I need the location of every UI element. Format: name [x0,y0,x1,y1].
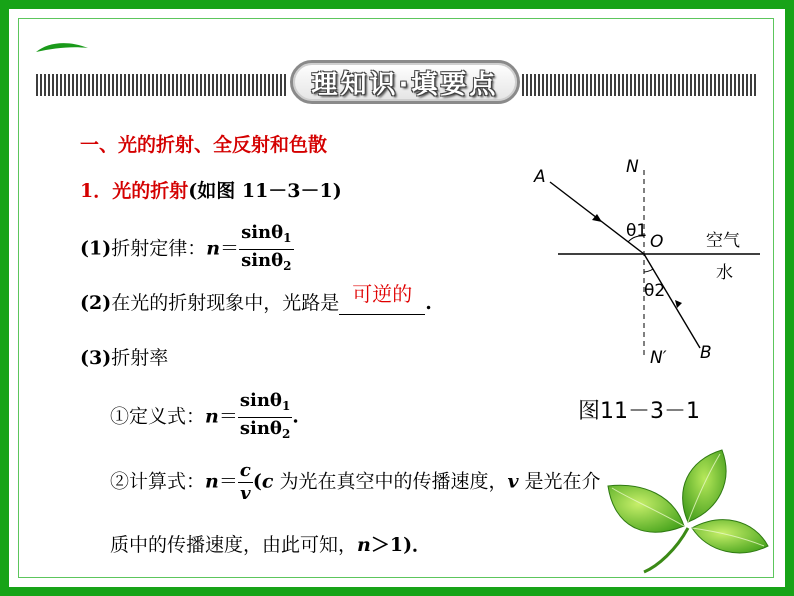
section-heading: 一、光的折射、全反射和色散 [80,134,328,156]
leaves-illustration [604,446,772,576]
label-b: B [700,343,712,363]
calculation-label: ②计算式： [110,470,206,493]
label-n-prime: N′ [650,348,667,368]
header-stripe-left [36,74,288,96]
calculation-text-a: 为光在真空中的传播速度， [273,470,508,493]
figure-caption: 图11－3－1 [578,399,700,424]
section-banner [290,60,520,104]
law-prefix: (1) [80,237,112,260]
leaf-stem [644,528,688,572]
index-label: 折射率 [111,347,169,369]
calculation-denominator: v [240,483,251,504]
calculation-text-c: 质中的传播速度，由此可知， [110,534,358,556]
law-numerator: sinθ$_1$ [239,222,293,250]
definition-numerator: sinθ$_1$ [238,390,292,418]
definition-label: ①定义式： [110,405,206,428]
calculation-end: ＞1)． [370,534,432,556]
label-a: A [534,167,546,187]
item-1-title: 光的折射 [112,180,189,202]
reversibility-prefix: (2) [80,292,112,314]
calculation-var: n [205,470,219,493]
reversibility-answer: 可逆的 [352,282,413,306]
label-o: O [650,232,664,252]
definition-denominator: sinθ$_2$ [239,418,291,441]
calculation-v-var: v [507,470,519,493]
banner-title: 理知识·填要点 [311,69,499,100]
reversibility-end: . [425,292,432,314]
law-eq: ＝ [220,237,240,260]
index-prefix: (3) [80,347,112,369]
refraction-law [80,222,294,277]
definition-formula [110,390,299,445]
reversibility-blank [339,282,425,315]
calculation-formula [110,460,601,505]
medium-top-label: 空气 [706,231,740,251]
law-denominator: sinθ$_2$ [241,250,292,273]
header-stripe-right [522,74,758,96]
definition-eq: ＝ [218,405,238,428]
reversibility-text: 在光的折射现象中，光路是 [111,292,340,314]
calculation-fraction [238,460,253,505]
item-1-number: 1． [80,180,113,202]
item-1-figure-ref: (如图 11－3－1) [188,180,342,202]
leaf-right [692,520,768,553]
law-label: 折射定律： [111,237,207,260]
calculation-line-2 [110,530,431,557]
label-n: N [626,157,639,177]
calculation-eq: ＝ [218,470,238,493]
law-fraction [239,222,293,277]
item-1-heading [80,176,342,203]
law-var: n [206,237,221,260]
label-theta1: θ1 [626,221,648,241]
refraction-diagram [520,150,770,370]
medium-bottom-label: 水 [716,263,733,283]
definition-fraction [238,390,292,445]
calculation-text-b: 是光在介 [518,470,601,493]
calculation-paren: ( [252,470,262,493]
calculation-numerator: c [239,460,251,481]
calculation-n-var: n [357,534,371,556]
refracted-ray [644,254,700,348]
theta2-arc [644,269,653,272]
label-theta2: θ2 [644,281,666,301]
reversibility-line [80,282,432,315]
leaf-top [683,450,726,522]
leaf-stroke-decoration [34,40,90,56]
index-heading [80,343,168,370]
definition-end: . [292,405,299,428]
definition-var: n [205,405,219,428]
calculation-c-var: c [261,470,274,493]
